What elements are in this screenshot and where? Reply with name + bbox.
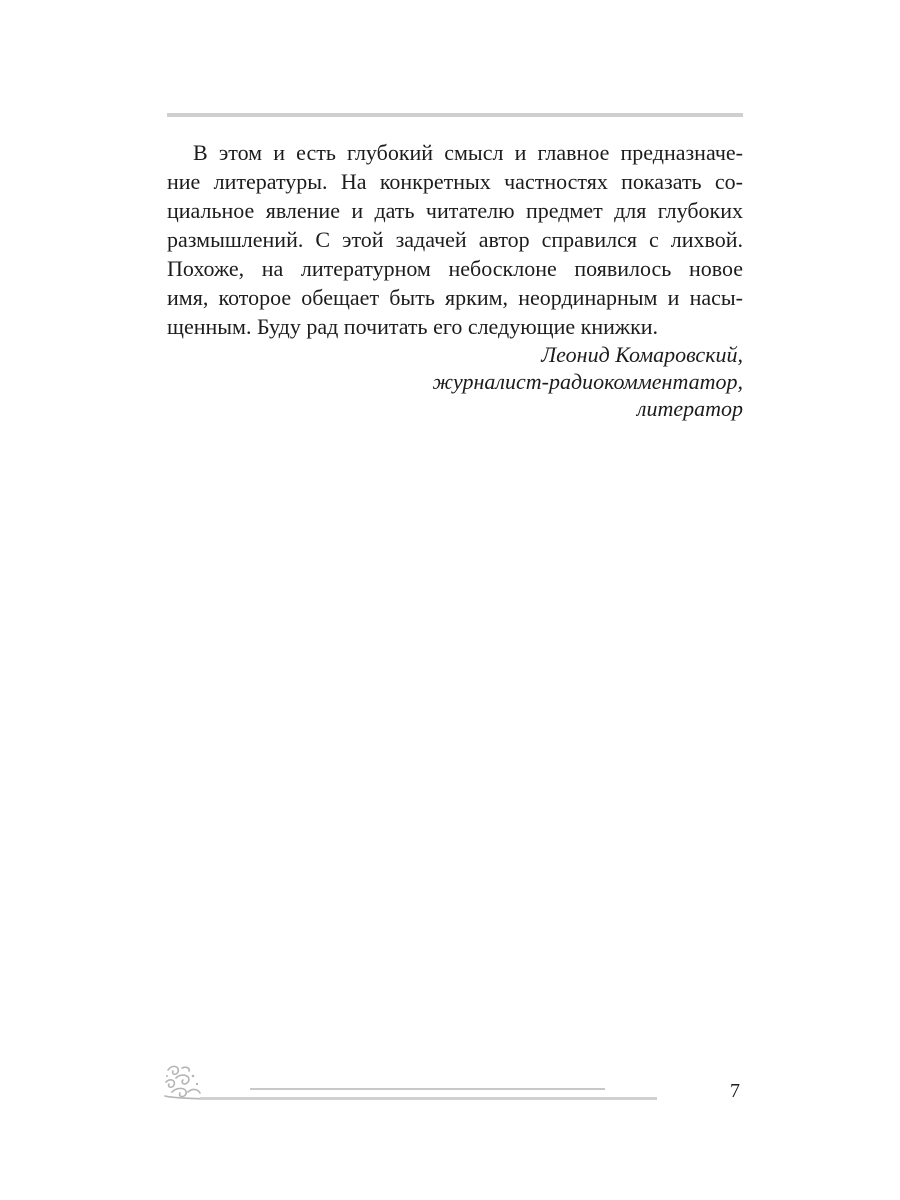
footer-rule-lower	[200, 1097, 657, 1100]
paragraph-line-6: имя, которое обещает быть ярким, неординарным и насы-	[167, 285, 743, 310]
signature-title: литератор	[636, 396, 743, 421]
signature-role: журналист-радиокомментатор,	[432, 369, 743, 394]
header-rule	[167, 113, 743, 117]
signature-name: Леонид Комаровский,	[541, 342, 743, 367]
paragraph-line-7: щенным. Буду рад почитать его следующие книжки.	[167, 314, 659, 339]
page-number: 7	[730, 1080, 740, 1102]
author-signature	[433, 341, 743, 422]
body-paragraph	[167, 138, 743, 341]
floral-ornament-icon	[162, 1062, 206, 1102]
paragraph-line-2: ние литературы. На конкретных частностях показать со-	[167, 169, 743, 194]
paragraph-line-3: циальное явление и дать читателю предмет для глубоких	[167, 198, 743, 223]
footer-rule-upper	[250, 1088, 605, 1090]
paragraph-line-5: Похоже, на литературном небосклоне появилось новое	[167, 256, 743, 281]
paragraph-line-4: размышлений. С этой задачей автор справился с лихвой.	[167, 227, 743, 252]
paragraph-line-1: В этом и есть глубокий смысл и главное предназначе-	[193, 140, 743, 165]
